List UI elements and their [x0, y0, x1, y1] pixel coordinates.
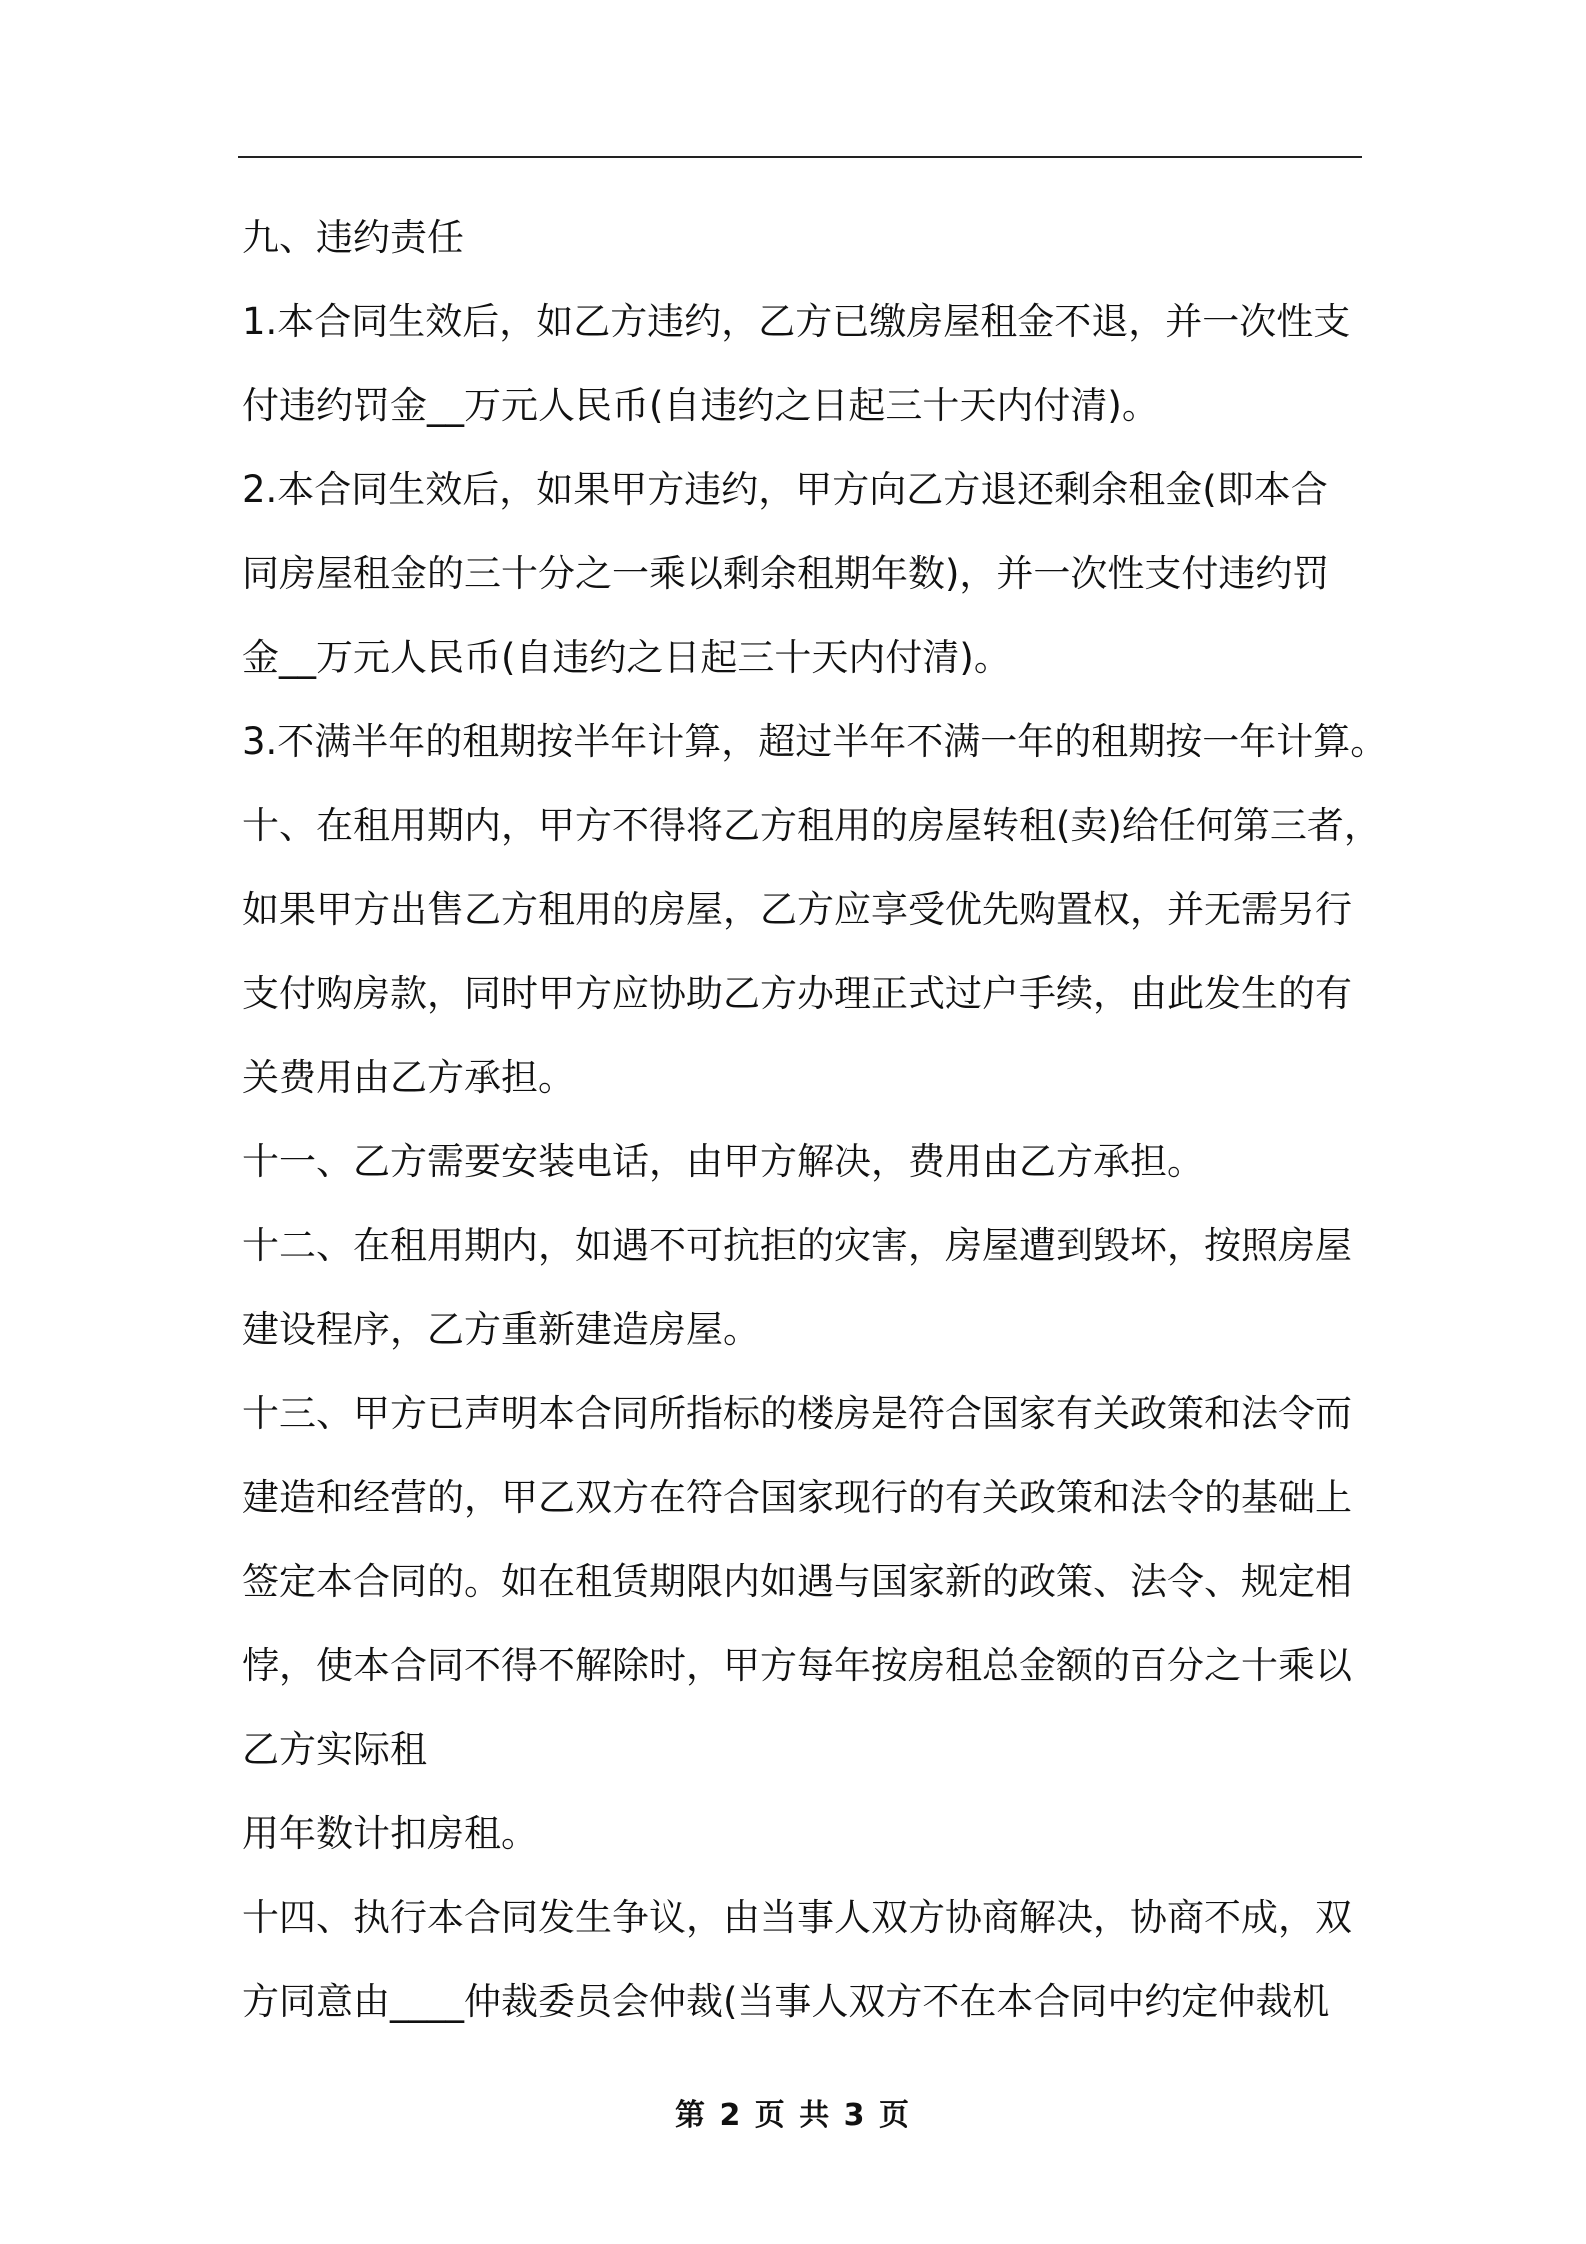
text-line: 十、在租用期内，甲方不得将乙方租用的房屋转租(卖)给任何第三者， — [242, 804, 1381, 847]
text-line: 1.本合同生效后，如乙方违约，乙方已缴房屋租金不退，并一次性支 — [242, 300, 1351, 343]
text-line: 关费用由乙方承担。 — [242, 1056, 575, 1099]
text-line: 付违约罚金__万元人民币(自违约之日起三十天内付清)。 — [242, 384, 1159, 427]
text-line: 九、违约责任 — [242, 216, 464, 259]
document-body — [242, 196, 1388, 2044]
text-line: 建设程序，乙方重新建造房屋。 — [242, 1308, 760, 1351]
page-number: 第 2 页 共 3 页 — [675, 2098, 911, 2133]
text-line: 十二、在租用期内，如遇不可抗拒的灾害，房屋遭到毁坏，按照房屋 — [242, 1224, 1352, 1267]
text-line: 建造和经营的，甲乙双方在符合国家现行的有关政策和法令的基础上 — [242, 1476, 1352, 1519]
text-line: 签定本合同的。如在租赁期限内如遇与国家新的政策、法令、规定相 — [242, 1560, 1352, 1603]
text-line: 悖，使本合同不得不解除时，甲方每年按房租总金额的百分之十乘以 — [242, 1644, 1352, 1687]
text-line: 十四、执行本合同发生争议，由当事人双方协商解决，协商不成，双 — [242, 1896, 1352, 1939]
text-line: 方同意由____仲裁委员会仲裁(当事人双方不在本合同中约定仲裁机 — [242, 1980, 1330, 2023]
text-line: 金__万元人民币(自违约之日起三十天内付清)。 — [242, 636, 1011, 679]
text-line: 支付购房款，同时甲方应协助乙方办理正式过户手续，由此发生的有 — [242, 972, 1352, 1015]
header-divider — [238, 156, 1362, 158]
text-line: 十一、乙方需要安装电话，由甲方解决，费用由乙方承担。 — [242, 1140, 1204, 1183]
text-line: 2.本合同生效后，如果甲方违约，甲方向乙方退还剩余租金(即本合 — [242, 468, 1328, 511]
text-line: 用年数计扣房租。 — [242, 1812, 538, 1855]
text-line: 同房屋租金的三十分之一乘以剩余租期年数)，并一次性支付违约罚 — [242, 552, 1330, 595]
text-line: 十三、甲方已声明本合同所指标的楼房是符合国家有关政策和法令而 — [242, 1392, 1352, 1435]
text-line: 乙方实际租 — [242, 1728, 427, 1771]
text-line: 3.不满半年的租期按半年计算，超过半年不满一年的租期按一年计算。 — [242, 720, 1388, 763]
text-line: 如果甲方出售乙方租用的房屋，乙方应享受优先购置权，并无需另行 — [242, 888, 1352, 931]
